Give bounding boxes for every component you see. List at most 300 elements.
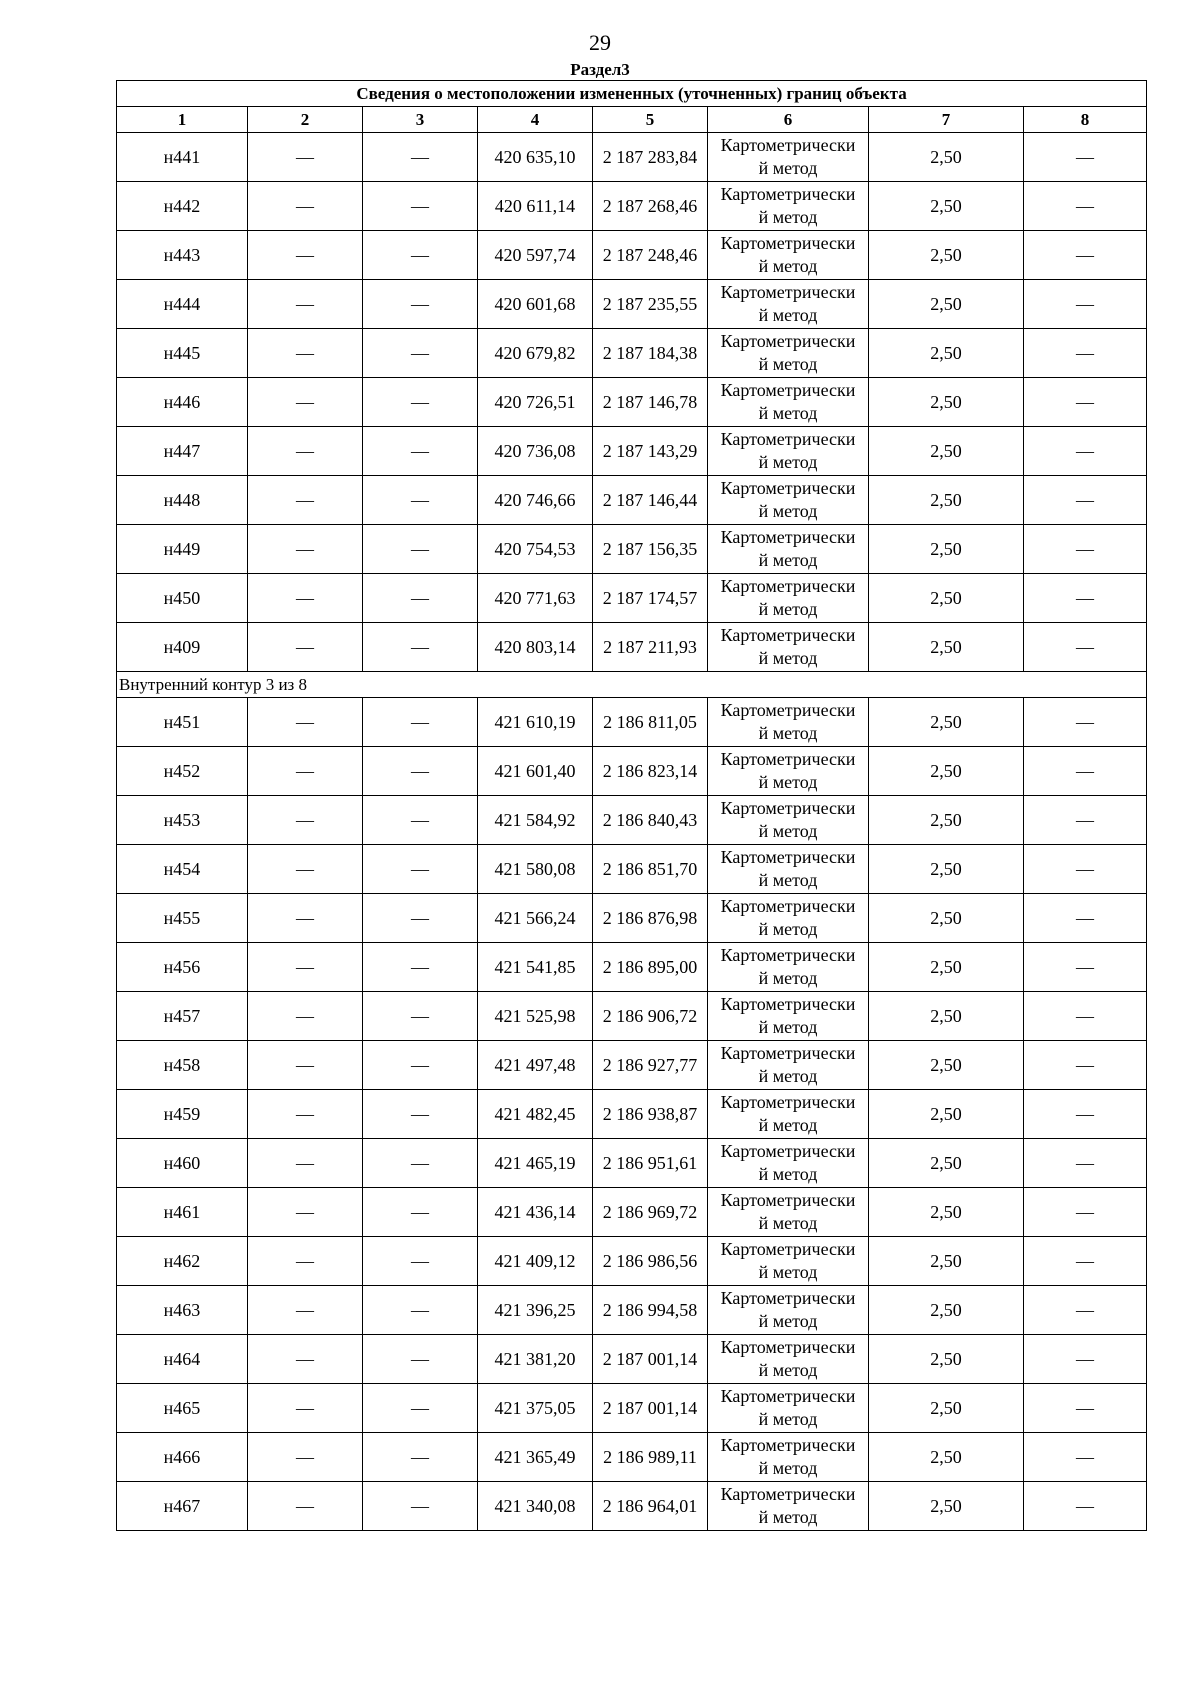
method-line-2: й метод: [758, 1360, 818, 1380]
table-row: [117, 182, 1147, 231]
point-id: н466: [117, 1433, 248, 1482]
column-number: 3: [363, 107, 478, 133]
y-coordinate: 2 187 146,44: [593, 476, 708, 525]
precision-value: 2,50: [869, 796, 1024, 845]
dash-cell: —: [1024, 574, 1147, 623]
table-row: [117, 698, 1147, 747]
method-line-2: й метод: [758, 1213, 818, 1233]
x-coordinate: 421 396,25: [478, 1286, 593, 1335]
method-line-1: Картометрически: [720, 380, 856, 400]
precision-value: 2,50: [869, 378, 1024, 427]
table-row: [117, 525, 1147, 574]
method-line-1: Картометрически: [720, 1484, 856, 1504]
method-line-1: Картометрически: [720, 282, 856, 302]
dash-cell: —: [363, 1384, 478, 1433]
y-coordinate: 2 186 811,05: [593, 698, 708, 747]
method-line-2: й метод: [758, 968, 818, 988]
dash-cell: —: [248, 943, 363, 992]
point-id: н443: [117, 231, 248, 280]
point-id: н409: [117, 623, 248, 672]
method-cell: [708, 992, 869, 1041]
dash-cell: —: [1024, 182, 1147, 231]
precision-value: 2,50: [869, 845, 1024, 894]
method-line-1: Картометрически: [720, 1337, 856, 1357]
dash-cell: —: [1024, 698, 1147, 747]
method-cell: [708, 1286, 869, 1335]
point-id: н448: [117, 476, 248, 525]
dash-cell: —: [1024, 476, 1147, 525]
y-coordinate: 2 186 823,14: [593, 747, 708, 796]
method-cell: [708, 525, 869, 574]
dash-cell: —: [363, 427, 478, 476]
dash-cell: —: [363, 231, 478, 280]
y-coordinate: 2 186 927,77: [593, 1041, 708, 1090]
dash-cell: —: [248, 1335, 363, 1384]
precision-value: 2,50: [869, 1090, 1024, 1139]
boundary-coordinates-table: [116, 80, 1147, 1531]
dash-cell: —: [248, 231, 363, 280]
contour-label-row: [117, 672, 1147, 698]
point-id: н449: [117, 525, 248, 574]
precision-value: 2,50: [869, 1482, 1024, 1531]
dash-cell: —: [1024, 943, 1147, 992]
dash-cell: —: [363, 574, 478, 623]
dash-cell: —: [248, 329, 363, 378]
precision-value: 2,50: [869, 329, 1024, 378]
precision-value: 2,50: [869, 1286, 1024, 1335]
y-coordinate: 2 187 143,29: [593, 427, 708, 476]
method-line-2: й метод: [758, 501, 818, 521]
precision-value: 2,50: [869, 280, 1024, 329]
dash-cell: —: [248, 1384, 363, 1433]
dash-cell: —: [1024, 1482, 1147, 1531]
method-cell: [708, 1090, 869, 1139]
method-line-2: й метод: [758, 723, 818, 743]
y-coordinate: 2 187 248,46: [593, 231, 708, 280]
dash-cell: —: [1024, 894, 1147, 943]
method-line-1: Картометрически: [720, 1092, 856, 1112]
y-coordinate: 2 186 994,58: [593, 1286, 708, 1335]
method-line-1: Картометрически: [720, 1239, 856, 1259]
method-line-2: й метод: [758, 1164, 818, 1184]
method-line-1: Картометрически: [720, 233, 856, 253]
table-row: [117, 1188, 1147, 1237]
x-coordinate: 420 601,68: [478, 280, 593, 329]
table-row: [117, 329, 1147, 378]
method-line-2: й метод: [758, 550, 818, 570]
point-id: н444: [117, 280, 248, 329]
dash-cell: —: [363, 1041, 478, 1090]
method-cell: [708, 1433, 869, 1482]
point-id: н451: [117, 698, 248, 747]
point-id: н441: [117, 133, 248, 182]
y-coordinate: 2 186 951,61: [593, 1139, 708, 1188]
method-line-1: Картометрически: [720, 184, 856, 204]
y-coordinate: 2 186 938,87: [593, 1090, 708, 1139]
dash-cell: —: [248, 1286, 363, 1335]
dash-cell: —: [1024, 280, 1147, 329]
y-coordinate: 2 187 146,78: [593, 378, 708, 427]
x-coordinate: 421 482,45: [478, 1090, 593, 1139]
dash-cell: —: [1024, 747, 1147, 796]
dash-cell: —: [363, 1139, 478, 1188]
method-cell: [708, 796, 869, 845]
y-coordinate: 2 186 964,01: [593, 1482, 708, 1531]
dash-cell: —: [248, 1090, 363, 1139]
dash-cell: —: [363, 623, 478, 672]
table-row: [117, 943, 1147, 992]
y-coordinate: 2 187 001,14: [593, 1335, 708, 1384]
dash-cell: —: [363, 280, 478, 329]
precision-value: 2,50: [869, 943, 1024, 992]
page-number: 29: [589, 30, 611, 55]
method-line-2: й метод: [758, 870, 818, 890]
method-cell: [708, 943, 869, 992]
y-coordinate: 2 186 851,70: [593, 845, 708, 894]
precision-value: 2,50: [869, 1188, 1024, 1237]
table-row: [117, 1041, 1147, 1090]
method-line-2: й метод: [758, 648, 818, 668]
x-coordinate: 421 381,20: [478, 1335, 593, 1384]
method-line-2: й метод: [758, 1115, 818, 1135]
column-number: 8: [1024, 107, 1147, 133]
dash-cell: —: [363, 378, 478, 427]
method-cell: [708, 894, 869, 943]
method-cell: [708, 476, 869, 525]
method-line-2: й метод: [758, 305, 818, 325]
x-coordinate: 420 736,08: [478, 427, 593, 476]
method-cell: [708, 231, 869, 280]
dash-cell: —: [248, 1139, 363, 1188]
dash-cell: —: [248, 894, 363, 943]
method-cell: [708, 623, 869, 672]
precision-value: 2,50: [869, 182, 1024, 231]
method-line-2: й метод: [758, 919, 818, 939]
precision-value: 2,50: [869, 623, 1024, 672]
x-coordinate: 421 465,19: [478, 1139, 593, 1188]
dash-cell: —: [248, 574, 363, 623]
dash-cell: —: [248, 796, 363, 845]
dash-cell: —: [363, 1286, 478, 1335]
x-coordinate: 421 566,24: [478, 894, 593, 943]
method-cell: [708, 747, 869, 796]
table-row: [117, 1433, 1147, 1482]
method-line-1: Картометрически: [720, 896, 856, 916]
dash-cell: —: [1024, 1090, 1147, 1139]
dash-cell: —: [363, 1433, 478, 1482]
method-line-2: й метод: [758, 772, 818, 792]
dash-cell: —: [248, 280, 363, 329]
precision-value: 2,50: [869, 1041, 1024, 1090]
method-line-1: Картометрически: [720, 1386, 856, 1406]
method-cell: [708, 1384, 869, 1433]
method-line-1: Картометрически: [720, 700, 856, 720]
method-line-1: Картометрически: [720, 331, 856, 351]
method-line-2: й метод: [758, 821, 818, 841]
x-coordinate: 420 754,53: [478, 525, 593, 574]
dash-cell: —: [248, 133, 363, 182]
dash-cell: —: [363, 1090, 478, 1139]
precision-value: 2,50: [869, 1384, 1024, 1433]
dash-cell: —: [363, 894, 478, 943]
method-line-1: Картометрически: [720, 1141, 856, 1161]
method-line-1: Картометрически: [720, 625, 856, 645]
dash-cell: —: [363, 943, 478, 992]
method-line-2: й метод: [758, 158, 818, 178]
point-id: н453: [117, 796, 248, 845]
y-coordinate: 2 187 268,46: [593, 182, 708, 231]
dash-cell: —: [363, 992, 478, 1041]
x-coordinate: 420 726,51: [478, 378, 593, 427]
dash-cell: —: [363, 1482, 478, 1531]
point-id: н461: [117, 1188, 248, 1237]
table-row: [117, 476, 1147, 525]
y-coordinate: 2 186 989,11: [593, 1433, 708, 1482]
dash-cell: —: [1024, 1384, 1147, 1433]
column-number: 7: [869, 107, 1024, 133]
dash-cell: —: [1024, 378, 1147, 427]
point-id: н465: [117, 1384, 248, 1433]
y-coordinate: 2 187 001,14: [593, 1384, 708, 1433]
dash-cell: —: [1024, 845, 1147, 894]
y-coordinate: 2 187 174,57: [593, 574, 708, 623]
table-row: [117, 845, 1147, 894]
dash-cell: —: [363, 1237, 478, 1286]
method-line-1: Картометрически: [720, 1288, 856, 1308]
dash-cell: —: [248, 1482, 363, 1531]
precision-value: 2,50: [869, 133, 1024, 182]
precision-value: 2,50: [869, 698, 1024, 747]
precision-value: 2,50: [869, 1335, 1024, 1384]
dash-cell: —: [248, 747, 363, 796]
point-id: н460: [117, 1139, 248, 1188]
method-cell: [708, 698, 869, 747]
precision-value: 2,50: [869, 1433, 1024, 1482]
point-id: н463: [117, 1286, 248, 1335]
table-caption: Сведения о местоположении измененных (уточненных) границ объекта: [117, 81, 1147, 107]
y-coordinate: 2 187 211,93: [593, 623, 708, 672]
method-line-2: й метод: [758, 256, 818, 276]
column-number: 5: [593, 107, 708, 133]
table-row: [117, 1286, 1147, 1335]
table-row: [117, 574, 1147, 623]
dash-cell: —: [1024, 1188, 1147, 1237]
method-cell: [708, 378, 869, 427]
dash-cell: —: [1024, 133, 1147, 182]
x-coordinate: 420 597,74: [478, 231, 593, 280]
dash-cell: —: [248, 378, 363, 427]
precision-value: 2,50: [869, 992, 1024, 1041]
point-id: н452: [117, 747, 248, 796]
method-cell: [708, 1139, 869, 1188]
method-line-1: Картометрически: [720, 1435, 856, 1455]
method-line-2: й метод: [758, 1458, 818, 1478]
table-row: [117, 133, 1147, 182]
dash-cell: —: [1024, 623, 1147, 672]
contour-label: Внутренний контур 3 из 8: [117, 672, 1147, 698]
section-title: Раздел3: [570, 60, 630, 79]
dash-cell: —: [363, 796, 478, 845]
y-coordinate: 2 187 156,35: [593, 525, 708, 574]
point-id: н459: [117, 1090, 248, 1139]
x-coordinate: 420 679,82: [478, 329, 593, 378]
x-coordinate: 421 409,12: [478, 1237, 593, 1286]
x-coordinate: 421 541,85: [478, 943, 593, 992]
dash-cell: —: [1024, 796, 1147, 845]
method-line-1: Картометрически: [720, 994, 856, 1014]
point-id: н450: [117, 574, 248, 623]
method-line-1: Картометрически: [720, 527, 856, 547]
table-row: [117, 1090, 1147, 1139]
y-coordinate: 2 186 876,98: [593, 894, 708, 943]
method-line-2: й метод: [758, 1017, 818, 1037]
method-cell: [708, 329, 869, 378]
y-coordinate: 2 187 283,84: [593, 133, 708, 182]
dash-cell: —: [248, 1188, 363, 1237]
table-row: [117, 1482, 1147, 1531]
method-line-2: й метод: [758, 403, 818, 423]
point-id: н455: [117, 894, 248, 943]
dash-cell: —: [363, 747, 478, 796]
dash-cell: —: [248, 427, 363, 476]
method-cell: [708, 427, 869, 476]
method-line-1: Картометрически: [720, 798, 856, 818]
precision-value: 2,50: [869, 1139, 1024, 1188]
dash-cell: —: [248, 525, 363, 574]
dash-cell: —: [248, 476, 363, 525]
method-cell: [708, 1188, 869, 1237]
dash-cell: —: [1024, 1041, 1147, 1090]
dash-cell: —: [248, 1237, 363, 1286]
table-row: [117, 231, 1147, 280]
dash-cell: —: [363, 1335, 478, 1384]
table-row: [117, 894, 1147, 943]
dash-cell: —: [248, 1041, 363, 1090]
x-coordinate: 421 601,40: [478, 747, 593, 796]
dash-cell: —: [248, 623, 363, 672]
method-line-1: Картометрически: [720, 1190, 856, 1210]
dash-cell: —: [363, 698, 478, 747]
method-line-2: й метод: [758, 452, 818, 472]
table-row: [117, 747, 1147, 796]
method-line-1: Картометрически: [720, 1043, 856, 1063]
method-cell: [708, 845, 869, 894]
point-id: н445: [117, 329, 248, 378]
y-coordinate: 2 186 969,72: [593, 1188, 708, 1237]
dash-cell: —: [363, 845, 478, 894]
method-cell: [708, 1041, 869, 1090]
x-coordinate: 421 497,48: [478, 1041, 593, 1090]
precision-value: 2,50: [869, 427, 1024, 476]
dash-cell: —: [1024, 231, 1147, 280]
point-id: н446: [117, 378, 248, 427]
x-coordinate: 421 584,92: [478, 796, 593, 845]
dash-cell: —: [1024, 427, 1147, 476]
dash-cell: —: [1024, 1286, 1147, 1335]
dash-cell: —: [363, 525, 478, 574]
method-line-2: й метод: [758, 1409, 818, 1429]
dash-cell: —: [1024, 525, 1147, 574]
method-line-1: Картометрически: [720, 847, 856, 867]
method-line-2: й метод: [758, 1066, 818, 1086]
dash-cell: —: [248, 992, 363, 1041]
dash-cell: —: [1024, 1433, 1147, 1482]
dash-cell: —: [1024, 1335, 1147, 1384]
y-coordinate: 2 187 235,55: [593, 280, 708, 329]
x-coordinate: 421 375,05: [478, 1384, 593, 1433]
table-row: [117, 1139, 1147, 1188]
dash-cell: —: [363, 1188, 478, 1237]
column-number: 6: [708, 107, 869, 133]
method-cell: [708, 182, 869, 231]
method-cell: [708, 1335, 869, 1384]
precision-value: 2,50: [869, 574, 1024, 623]
table-row: [117, 1335, 1147, 1384]
table-row: [117, 796, 1147, 845]
table-row: [117, 992, 1147, 1041]
precision-value: 2,50: [869, 525, 1024, 574]
y-coordinate: 2 187 184,38: [593, 329, 708, 378]
method-line-2: й метод: [758, 354, 818, 374]
dash-cell: —: [363, 476, 478, 525]
y-coordinate: 2 186 895,00: [593, 943, 708, 992]
x-coordinate: 420 746,66: [478, 476, 593, 525]
method-line-1: Картометрически: [720, 478, 856, 498]
dash-cell: —: [1024, 329, 1147, 378]
dash-cell: —: [1024, 1237, 1147, 1286]
dash-cell: —: [248, 845, 363, 894]
point-id: н458: [117, 1041, 248, 1090]
method-line-2: й метод: [758, 1507, 818, 1527]
table-row: [117, 280, 1147, 329]
method-line-1: Картометрически: [720, 945, 856, 965]
table-row: [117, 378, 1147, 427]
dash-cell: —: [363, 133, 478, 182]
x-coordinate: 421 365,49: [478, 1433, 593, 1482]
dash-cell: —: [248, 698, 363, 747]
method-cell: [708, 574, 869, 623]
precision-value: 2,50: [869, 894, 1024, 943]
x-coordinate: 421 436,14: [478, 1188, 593, 1237]
x-coordinate: 420 803,14: [478, 623, 593, 672]
column-number: 1: [117, 107, 248, 133]
table-row: [117, 1237, 1147, 1286]
point-id: н447: [117, 427, 248, 476]
dash-cell: —: [248, 1433, 363, 1482]
point-id: н467: [117, 1482, 248, 1531]
point-id: н454: [117, 845, 248, 894]
x-coordinate: 421 525,98: [478, 992, 593, 1041]
method-line-1: Картометрически: [720, 429, 856, 449]
method-line-2: й метод: [758, 1262, 818, 1282]
x-coordinate: 421 610,19: [478, 698, 593, 747]
method-line-1: Картометрически: [720, 135, 856, 155]
method-cell: [708, 280, 869, 329]
dash-cell: —: [1024, 992, 1147, 1041]
point-id: н464: [117, 1335, 248, 1384]
dash-cell: —: [248, 182, 363, 231]
table-body: [117, 133, 1147, 1531]
method-line-2: й метод: [758, 599, 818, 619]
table-row: [117, 1384, 1147, 1433]
column-number: 2: [248, 107, 363, 133]
table-row: [117, 623, 1147, 672]
precision-value: 2,50: [869, 747, 1024, 796]
x-coordinate: 421 580,08: [478, 845, 593, 894]
x-coordinate: 421 340,08: [478, 1482, 593, 1531]
x-coordinate: 420 771,63: [478, 574, 593, 623]
method-line-2: й метод: [758, 207, 818, 227]
